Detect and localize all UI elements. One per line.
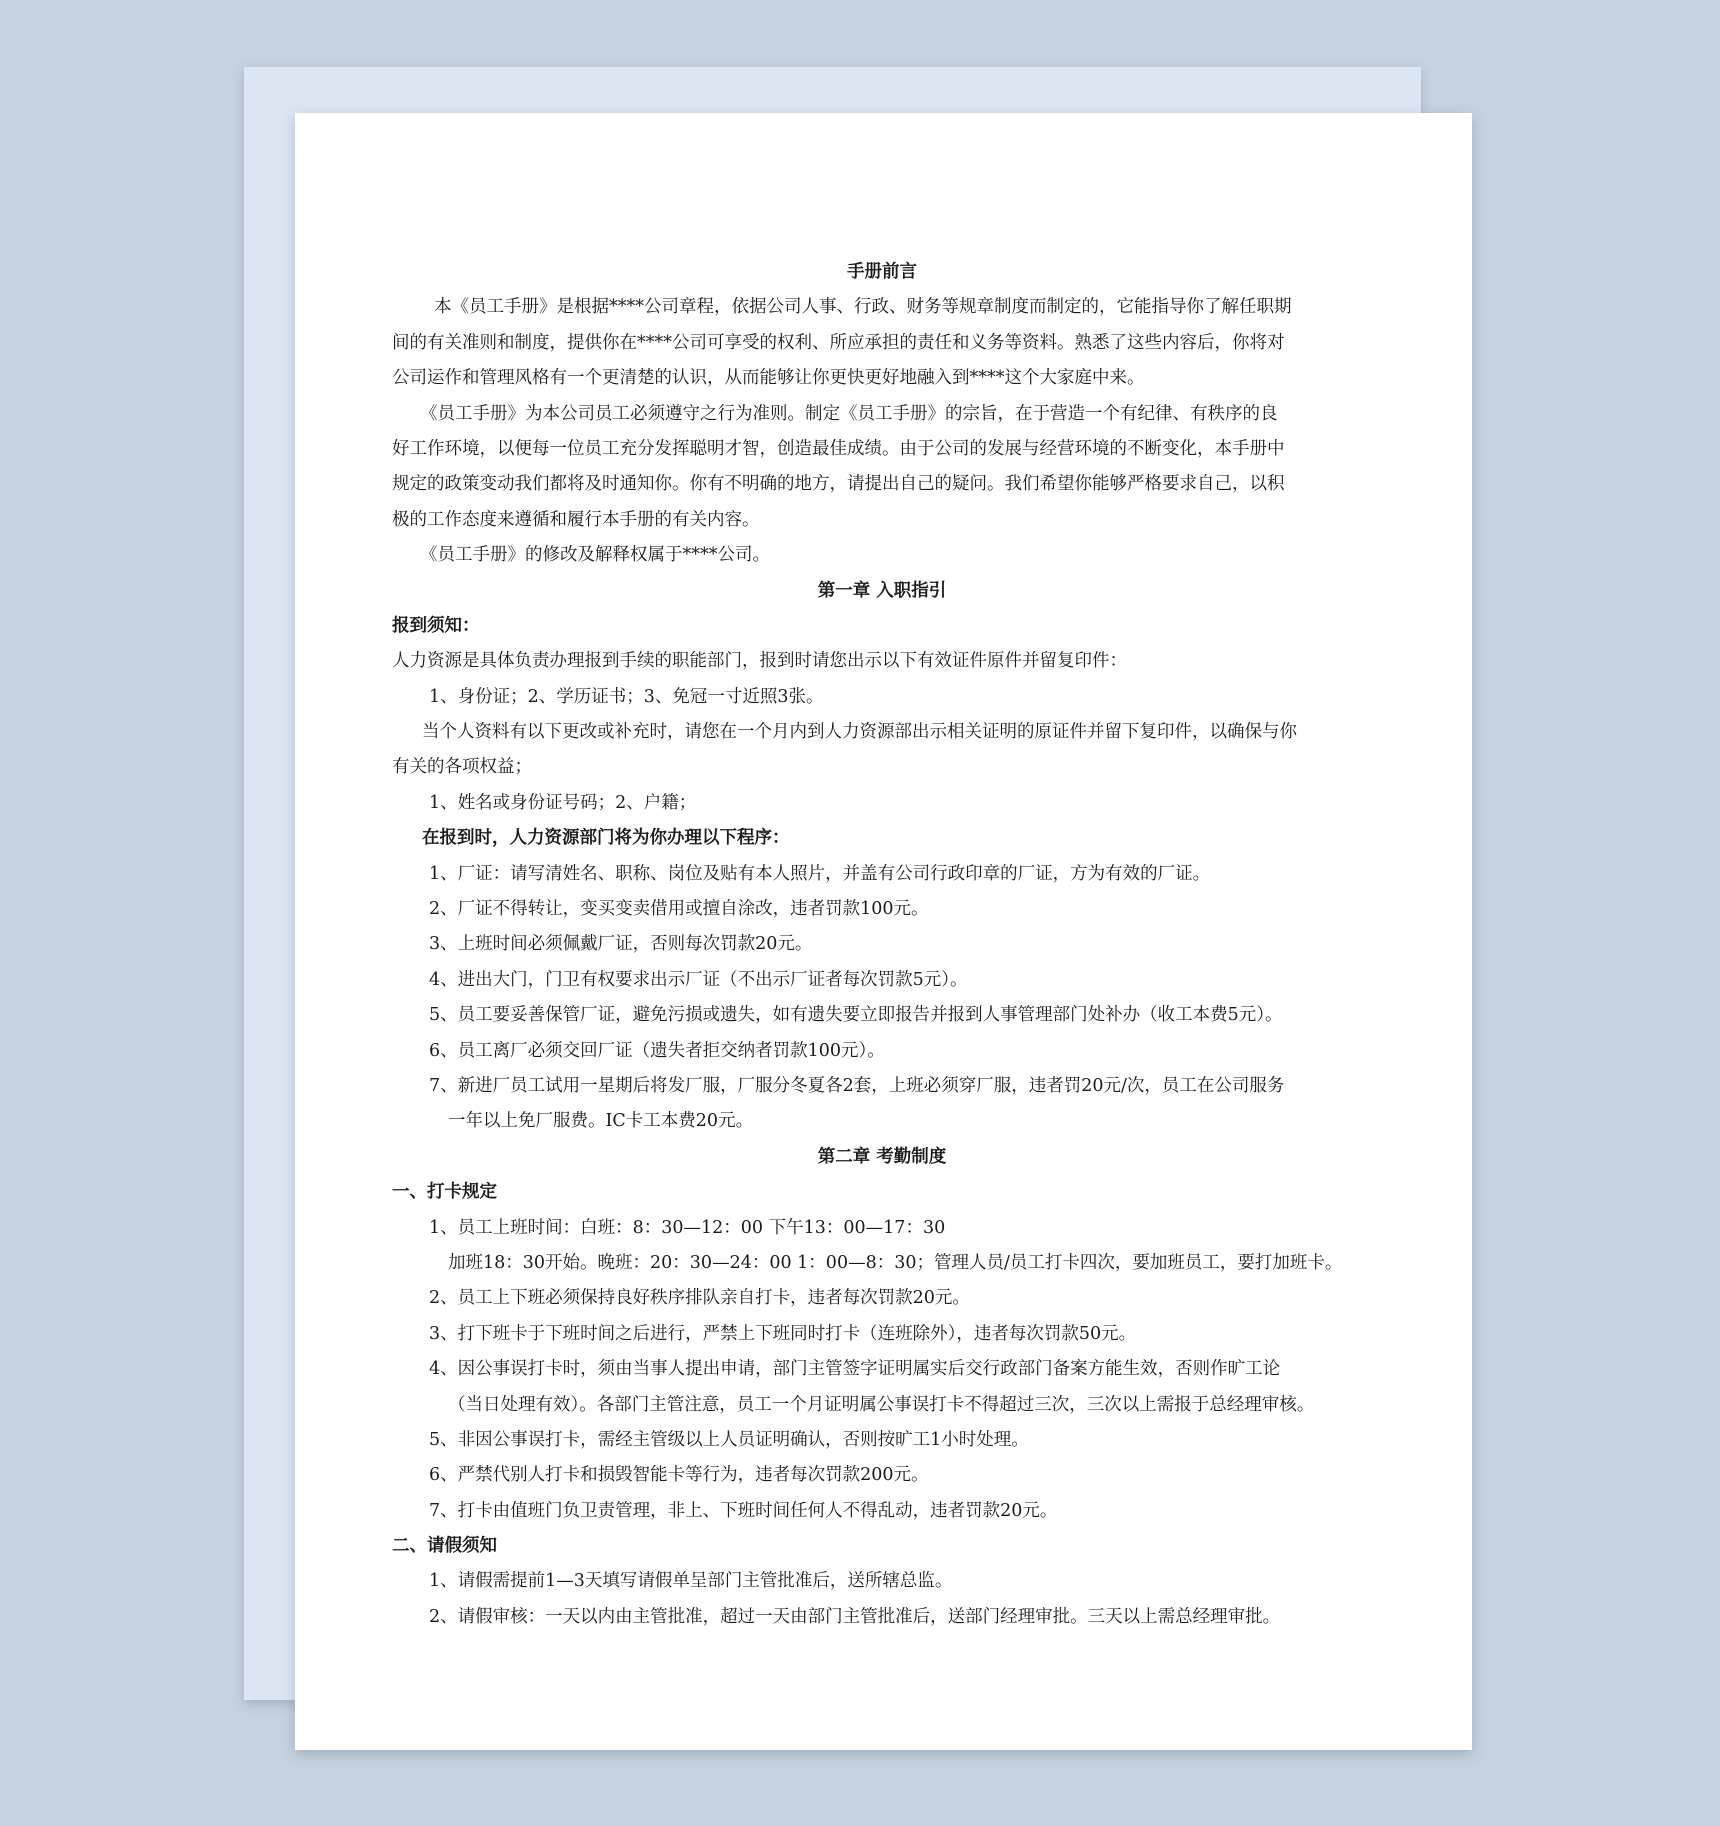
list-item: 6、员工离厂必须交回厂证（遗失者拒交纳者罚款100元）。: [429, 1040, 885, 1061]
preface-paragraph-line: 好工作环境，以便每一位员工充分发挥聪明才智，创造最佳成绩。由于公司的发展与经营环境的不断变化，本手册中: [392, 438, 1285, 459]
list-item: 4、进出大门，门卫有权要求出示厂证（不出示厂证者每次罚款5元）。: [429, 969, 968, 990]
list-item: 1、厂证：请写清姓名、职称、岗位及贴有本人照片，并盖有公司行政印章的厂证，方为有效的厂证。: [429, 863, 1211, 884]
chapter-1-title: 第一章 入职指引: [817, 580, 947, 601]
list-item: 7、新进厂员工试用一星期后将发厂服，厂服分冬夏各2套，上班必须穿厂服，违者罚20元/次，员工在公司服务: [429, 1075, 1285, 1096]
info-change-line: 当个人资料有以下更改或补充时，请您在一个月内到人力资源部出示相关证明的原证件并留下复印件，以确保与你: [422, 722, 1297, 743]
list-item: 5、员工要妥善保管厂证，避免污损或遗失，如有遗失要立即报告并报到人事管理部门处补办（收工本费5元）。: [429, 1005, 1283, 1026]
preface-paragraph-line: 本《员工手册》是根据****公司章程，依据公司人事、行政、财务等规章制度而制定的，它能指导你了解任职期: [434, 297, 1292, 318]
required-documents: 1、身份证；2、学历证书；3、免冠一寸近照3张。: [429, 686, 824, 707]
chapter-2-title: 第二章 考勤制度: [817, 1146, 947, 1167]
document-content: [392, 255, 1372, 1635]
list-item: 7、打卡由值班门负卫责管理，非上、下班时间任何人不得乱动，违者罚款20元。: [429, 1500, 1058, 1521]
preface-paragraph-line: 公司运作和管理风格有一个更清楚的认识，从而能够让你更快更好地融入到****这个大家庭中来。: [392, 368, 1145, 389]
list-item: 1、员工上班时间：白班：8：30—12：00 下午13：00—17：30: [429, 1217, 946, 1238]
list-item-continuation: 一年以上免厂服费。IC卡工本费20元。: [448, 1111, 754, 1132]
list-item: 3、上班时间必须佩戴厂证，否则每次罚款20元。: [429, 934, 813, 955]
list-item-continuation: 加班18：30开始。晚班：20：30—24：00 1：00—8：30；管理人员/员工打卡四次，要加班员工，要打加班卡。: [448, 1252, 1343, 1273]
preface-paragraph-line: 规定的政策变动我们都将及时通知你。你有不明确的地方，请提出自己的疑问。我们希望你能够严格要求自己，以积: [392, 474, 1285, 495]
list-item: 2、请假审核：一天以内由主管批准，超过一天由部门主管批准后，送部门经理审批。三天以上需总经理审批。: [429, 1606, 1281, 1627]
preface-paragraph-line: 极的工作态度来遵循和履行本手册的有关内容。: [392, 509, 760, 530]
preface-paragraph-line: 间的有关准则和制度，提供你在****公司可享受的权利、所应承担的责任和义务等资料。熟悉了这些内容后，你将对: [392, 332, 1285, 353]
registration-heading: 报到须知：: [392, 615, 480, 636]
preface-title: 手册前言: [847, 262, 917, 282]
info-change-items: 1、姓名或身份证号码；2、户籍；: [429, 792, 697, 813]
preface-paragraph-line: 《员工手册》为本公司员工必须遵守之行为准则。制定《员工手册》的宗旨，在于营造一个有纪律、有秩序的良: [420, 403, 1278, 424]
list-item: 5、非因公事误打卡，需经主管级以上人员证明确认，否则按旷工1小时处理。: [429, 1429, 1029, 1450]
list-item: 2、厂证不得转让，变买变卖借用或擅自涂改，违者罚款100元。: [429, 899, 929, 920]
clock-in-rules-heading: 一、打卡规定: [392, 1182, 497, 1203]
info-change-line: 有关的各项权益；: [392, 757, 532, 778]
list-item: 4、因公事误打卡时，须由当事人提出申请，部门主管签字证明属实后交行政部门备案方能生效，否则作旷工论: [429, 1359, 1281, 1380]
preface-rights-note: 《员工手册》的修改及解释权属于****公司。: [420, 545, 770, 566]
list-item: 3、打下班卡于下班时间之后进行，严禁上下班同时打卡（连班除外），违者每次罚款50元。: [429, 1323, 1137, 1344]
leave-rules-heading: 二、请假须知: [392, 1536, 497, 1557]
list-item: 1、请假需提前1—3天填写请假单呈部门主管批准后，送所辖总监。: [429, 1571, 953, 1592]
list-item: 6、严禁代别人打卡和损毁智能卡等行为，违者每次罚款200元。: [429, 1465, 929, 1486]
list-item-continuation: （当日处理有效）。各部门主管注意，员工一个月证明属公事误打卡不得超过三次，三次以上需报于总经理审核。: [448, 1394, 1315, 1415]
procedure-heading: 在报到时，人力资源部门将为你办理以下程序：: [422, 828, 790, 849]
list-item: 2、员工上下班必须保持良好秩序排队亲自打卡，违者每次罚款20元。: [429, 1288, 970, 1309]
registration-intro: 人力资源是具体负责办理报到手续的职能部门，报到时请您出示以下有效证件原件并留复印件：: [392, 651, 1127, 672]
